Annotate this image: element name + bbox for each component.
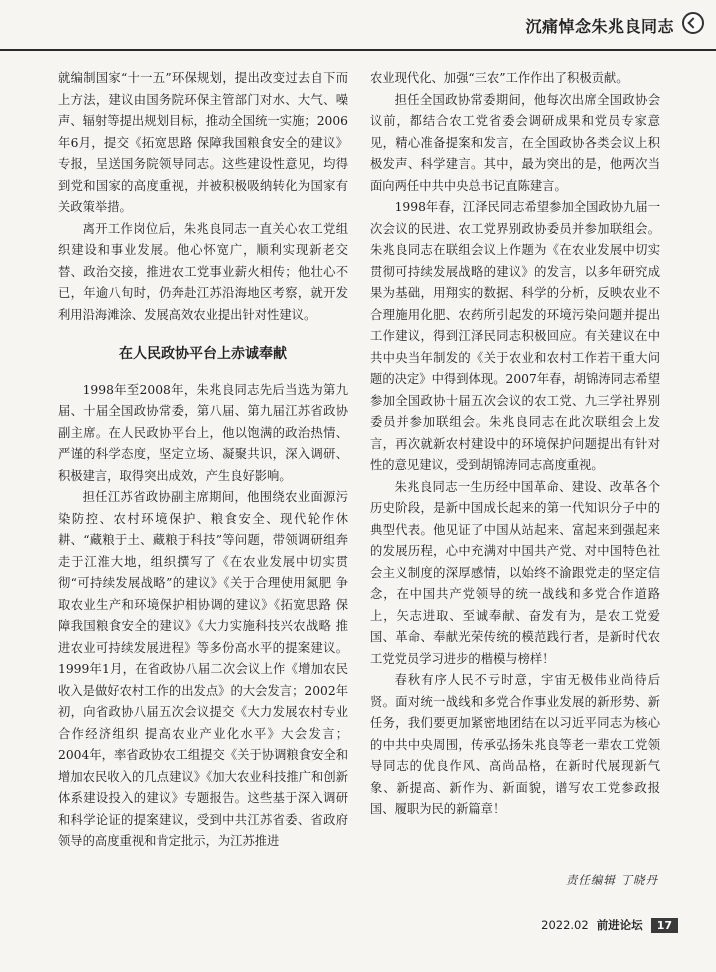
section-title: 在人民政协平台上赤诚奉献 <box>119 346 287 362</box>
paragraph: 1998年至2008年，朱兆良同志先后当选为第九届、十届全国政协常委，第八届、第九届江苏省政协副主席。在人民政协平台上，他以饱满的政治热情、严谨的科学态度，坚定立场、凝聚共识，深入调研、积极建言，取得突出成效，产生良好影响。 <box>58 382 348 483</box>
paragraph: 朱兆良同志一生历经中国革命、建设、改革各个历史阶段，是新中国成长起来的第一代知识分子中的典型代表。他见证了中国从站起来、富起来到强起来的发展历程，心中充满对中国共产党、对中国特色社会主义制度的深厚感情，以始终不渝跟党走的坚定信念，在中国共产党领导的统一战线和多党合作道路上，矢志进取、至诚奉献、奋发有为，是农工党爱国、革命、奉献光荣传统的模范践行者，是新时代农工党党员学习进步的楷模与榜样！ <box>370 479 660 666</box>
paragraph: 就编制国家“十一五”环保规划，提出改变过去自下而上方法，建议由国务院环保主管部门对水、大气、噪声、辐射等提出规划目标，推动全国统一实施；2006年6月，提交《拓宽思路 保障我国粮食安全的建议》专报，呈送国务院领导同志。这些建设性意见，均得到党和国家的高度重视，并被积极吸纳转化为国家有关政策举措。 <box>58 71 348 214</box>
paragraph: 1998年春，江泽民同志希望参加全国政协九届一次会议的民进、农工党界别政协委员并参加联组会。朱兆良同志在联组会议上作题为《在农业发展中切实贯彻可持续发展战略的建议》的发言，以多年研究成果为基础，用翔实的数据、科学的分析，反映农业不合理施用化肥、农药所引起发的环境污染问题并提出工作建议，得到江泽民同志积极回应。有关建议在中共中央当年制发的《关于农业和农村工作若干重大问题的决定》中得到体现。2007年春，胡锦涛同志希望参加全国政协十届五次会议的农工党、九三学社界别委员并参加联组会。朱兆良同志在此次联组会上发言，再次就新农村建设中的环境保护问题提出有针对性的意见建议，受到胡锦涛同志高度重视。 <box>370 200 660 472</box>
right-column <box>370 68 660 821</box>
paragraph: 担任江苏省政协副主席期间，他围绕农业面源污染防控、农村环境保护、粮食安全、现代轮作休耕、“藏粮于土、藏粮于科技”等问题，带领调研组奔走于江淮大地，组织撰写了《在农业发展中切实贯彻“可持续发展战略”的建议》《关于合理使用氮肥 争取农业生产和环境保护相协调的建议》《拓宽思路 保障我国粮食安全的建议》《大力实施科技兴农战略 推进农业可持续发展进程》等多份高水平的提案建议。1999年1月，在省政协八届二次会议上作《增加农民收入是做好农村工作的出发点》的大会发言；2002年初，向省政协八届五次会议提交《大力发展农村专业合作经济组织 提高农业产业化水平》大会发言；2004年，率省政协农工组提交《关于协调粮食安全和增加农民收入的几点建议》《加大农业科技推广和创新体系建设投入的建议》专题报告。这些基于深入调研和科学论证的提案建议，受到中共江苏省委、省政府领导的高度重视和肯定批示，为江苏推进 <box>58 490 348 848</box>
magazine-name: 前进论坛 <box>596 918 643 932</box>
paragraph: 春秋有序人民不亏时意，宇宙无极伟业尚待后贤。面对统一战线和多党合作事业发展的新形势、新任务，我们要更加紧密地团结在以习近平同志为核心的中共中央周围，传承弘扬朱兆良等老一辈农工党领导同志的优良作风、高尚品格，在新时代展现新气象、新提高、新作为、新面貌，谱写农工党参政报国、履职为民的新篇章！ <box>370 673 660 816</box>
issue-number: 2022.02 <box>541 918 589 932</box>
page-footer <box>541 916 678 934</box>
paragraph: 担任全国政协常委期间，他每次出席全国政协会议前，都结合农工党省委会调研成果和党员专家意见，精心准备提案和发言，在全国政协各类会议上积极发声、科学建言。其中，最为突出的是，他两次当面向两任中共中央总书记直陈建言。 <box>370 92 660 193</box>
page-header <box>0 0 716 48</box>
header-rule <box>0 49 716 51</box>
header-title: 沉痛悼念朱兆良同志 <box>525 17 674 36</box>
paragraph: 离开工作岗位后，朱兆良同志一直关心农工党组织建设和事业发展。他心怀宽广，顺利实现新老交替、政治交接，推进农工党事业薪火相传；他壮心不已，年逾八旬时，仍奔赴江苏沿海地区考察，就开发利用沿海滩涂、发展高效农业提出针对性建议。 <box>58 221 348 322</box>
editor-credit: 责任编辑 丁晓丹 <box>565 873 658 887</box>
paragraph: 农业现代化、加强“三农”工作作出了积极贡献。 <box>370 71 629 85</box>
page-number: 17 <box>651 918 678 933</box>
left-column <box>58 68 348 853</box>
circle-arrow-icon <box>682 12 704 34</box>
